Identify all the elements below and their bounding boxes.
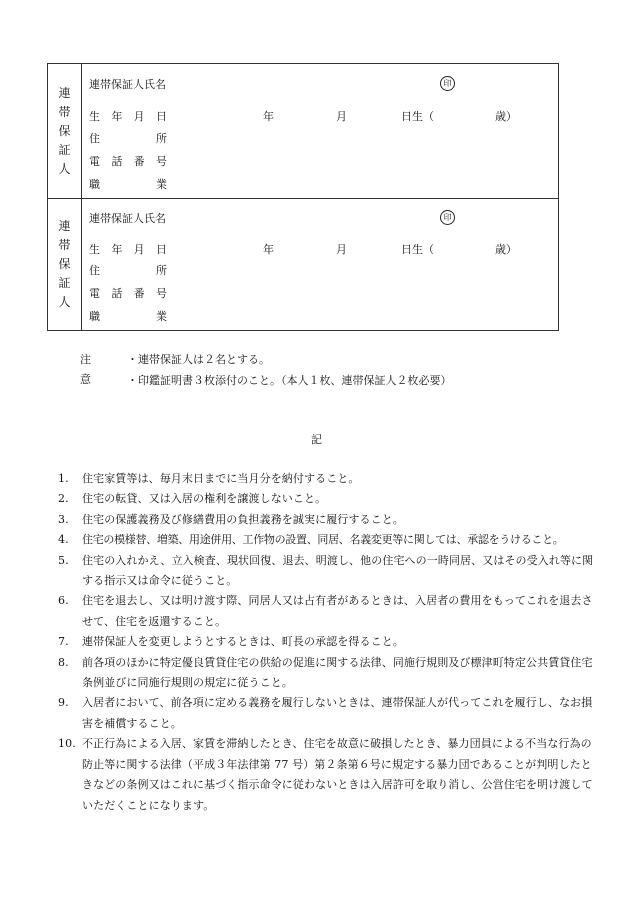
day-born-unit: 日生（ [401,243,434,256]
term-text: 前各項のほかに特定優良賃貸住宅の供給の促進に関する法律、同施行規則及び標津町特定公共賃貸住宅条例並びに同施行規則の規定に従うこと。 [82,655,593,690]
term-text: 住宅の模様替、増築、用途併用、工作物の設置、同居、名義変更等に関しては、承認をうけること。 [82,533,564,547]
notes-heading: 注意 [80,353,91,386]
phone-label: 電 話 番 号 [89,155,167,168]
name-label: 連帯保証人氏名 [89,212,166,225]
year-unit: 年 [263,243,274,256]
guarantor-side-label: 連 帯 保 証 人 [48,64,82,198]
term-number: 8. [58,655,69,669]
term-item [58,489,598,509]
term-item [58,653,598,694]
guarantor-block-1 [48,64,558,199]
term-number: 10. [58,737,76,751]
month-unit: 月 [336,243,347,256]
term-number: 9. [58,696,69,710]
term-text: 住宅の保護義務及び修繕費用の負担義務を誠実に履行すること。 [82,512,404,526]
term-number: 5. [58,553,69,567]
birthdate-label: 生 年 月 日 [89,110,167,123]
term-number: 2. [58,492,69,506]
term-number: 4. [58,533,69,547]
guarantor-side-label: 連 帯 保 証 人 [48,198,82,330]
terms-list [58,469,598,816]
birthdate-label: 生 年 月 日 [89,243,167,256]
guarantor-table [47,63,559,331]
phone-label: 電 話 番 号 [89,287,167,300]
term-text: 住宅の転貸、又は入居の権利を譲渡しないこと。 [82,492,327,506]
term-text: 住宅家賃等は、毎月末日までに当月分を納付すること。 [82,472,360,485]
term-item [58,469,598,489]
term-text: 住宅の入れかえ、立入検査、現状回復、退去、明渡し、他の住宅への一時同居、又はその受入れ等に関する指示又は命令に従うこと。 [82,553,594,588]
term-number: 1. [58,472,69,485]
term-item [58,591,598,632]
note-item: ・印鑑証明書３枚添付のこと。（本人１枚、連帯保証人２枚必要） [127,374,452,387]
note-item: ・連帯保証人は２名とする。 [127,353,270,366]
term-text: 連帯保証人を変更しようとするときは、町長の承認を得ること。 [82,635,404,649]
year-unit: 年 [263,110,274,123]
term-item [58,693,598,734]
term-item [58,632,598,652]
term-text: 入居者において、前各項に定める義務を履行しないときは、連帯保証人が代ってこれを履行し、なお損害を補償すること。 [82,696,593,730]
name-label: 連帯保証人氏名 [89,78,166,91]
term-number: 6. [58,594,69,608]
day-born-unit: 日生（ [401,110,434,123]
seal-mark-icon: 印 [440,76,455,91]
term-text: 不正行為による入居、家賃を滞納したとき、住宅を故意に破損したとき、暴力団員による不当な行為の防止等に関する法律（平成３年法律第 77 号）第２条第６号に規定する暴力団であることが判明したときなどの条例又はこれに基づく指示命令に従わないときは入居許可を取り消し、公営住宅を明け渡していただくことになります。 [82,737,593,812]
occupation-label: 職 業 [89,310,167,323]
term-text: 住宅を退去し、又は明け渡す際、同居人又は占有者があるときは、入居者の費用をもってこれを退去させて、住宅を返還すること。 [82,594,593,628]
address-label: 住 所 [89,132,167,145]
age-unit: 歳） [495,110,517,123]
term-item [58,734,598,816]
term-item [58,530,598,550]
age-unit: 歳） [495,243,517,256]
term-item [58,510,598,530]
term-item [58,551,598,592]
occupation-label: 職 業 [89,178,167,191]
guarantor-block-2 [48,198,558,330]
seal-mark-icon: 印 [440,210,455,225]
month-unit: 月 [336,110,347,123]
term-number: 3. [58,512,69,526]
section-heading: 記 [311,433,322,446]
term-number: 7. [58,635,69,649]
address-label: 住 所 [89,264,167,277]
